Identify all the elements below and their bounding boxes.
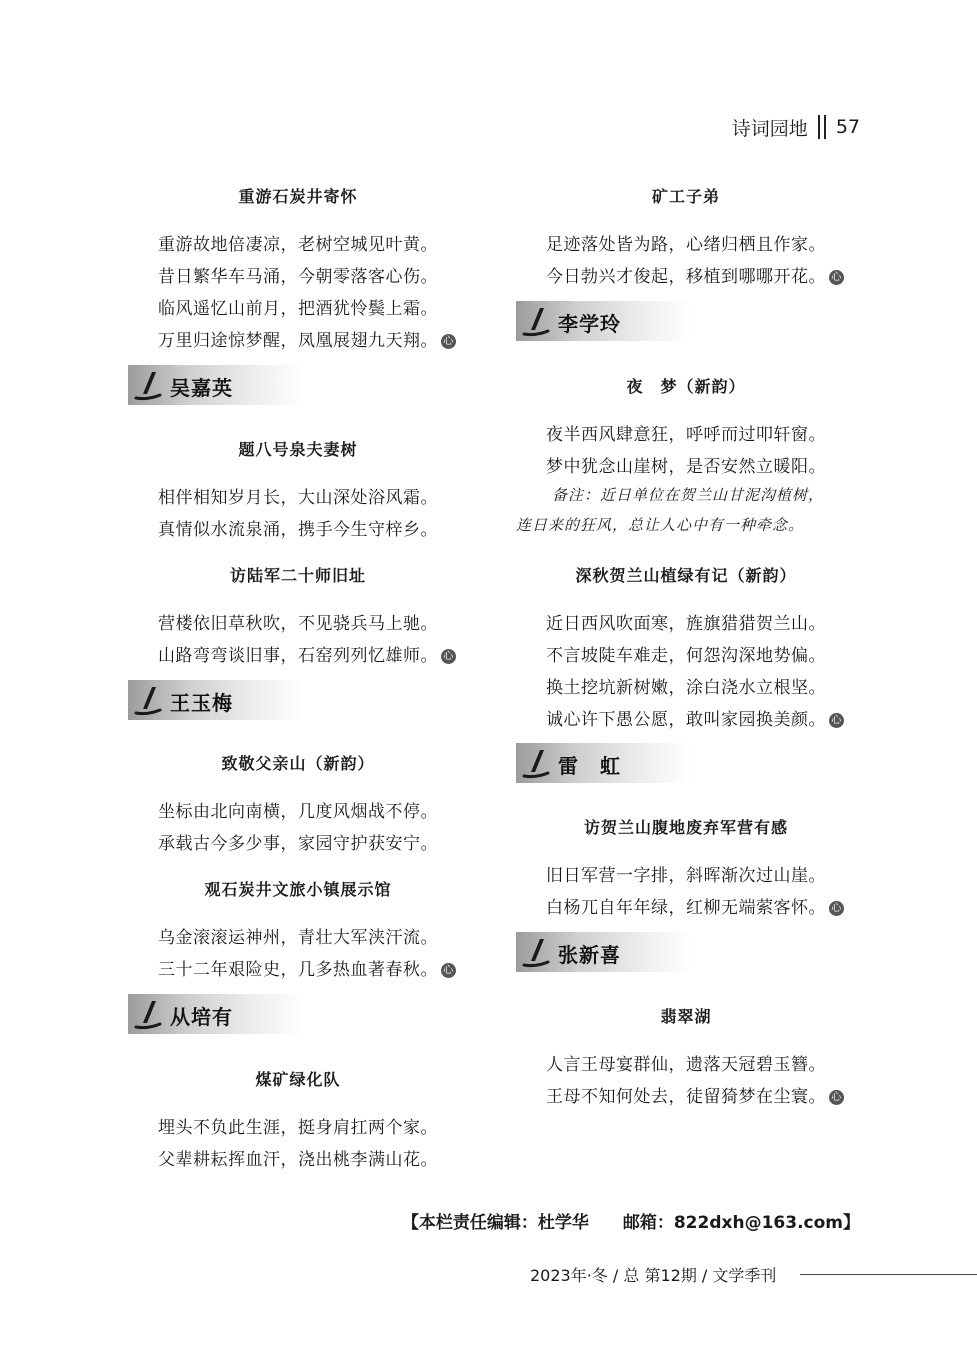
author-banner bbox=[128, 680, 303, 720]
issue-info: 2023年·冬 / 总 第12期 / 文学季刊 bbox=[530, 1266, 777, 1285]
poem-title: 观石炭井文旅小镇展示馆 bbox=[204, 880, 392, 899]
author-banner bbox=[516, 301, 691, 341]
poem-line-text: 白杨兀自年年绿，红柳无端萦客怀。 bbox=[546, 898, 826, 918]
end-mark-icon: 心 bbox=[829, 1090, 844, 1105]
poem-note: 备注：近日单位在贺兰山甘泥沟植树， bbox=[552, 486, 825, 504]
poem-title: 题八号泉夫妻树 bbox=[238, 440, 358, 459]
poem-line: 换土挖坑新树嫩，涂白浇水立根坚。 bbox=[546, 678, 826, 698]
page-header bbox=[732, 113, 860, 141]
poem-line bbox=[158, 641, 456, 666]
end-mark-icon: 心 bbox=[441, 334, 456, 349]
poem-title: 访陆军二十师旧址 bbox=[229, 566, 366, 585]
poem-line: 夜半西风肆意狂，呼呼而过叩轩窗。 bbox=[546, 425, 826, 445]
brush-icon bbox=[134, 370, 164, 402]
end-mark-icon: 心 bbox=[829, 270, 844, 285]
poem-line: 近日西风吹面寒，旌旗猎猎贺兰山。 bbox=[546, 614, 826, 634]
poem-title: 翡翠湖 bbox=[660, 1007, 712, 1026]
poem-line-text: 王母不知何处去，徒留猗梦在尘寰。 bbox=[546, 1087, 826, 1107]
author-banner bbox=[516, 932, 691, 972]
author-banner bbox=[128, 365, 303, 405]
poem-line-text: 诚心许下愚公愿，敢叫家园换美颜。 bbox=[546, 710, 826, 730]
brush-icon bbox=[134, 999, 164, 1031]
poem-line: 梦中犹念山崖树，是否安然立暖阳。 bbox=[546, 457, 826, 477]
poem-line: 临风遥忆山前月，把酒犹怜鬓上霜。 bbox=[158, 299, 438, 319]
poem-line-text: 今日勃兴才俊起，移植到哪哪开花。 bbox=[546, 267, 826, 287]
poem-title: 煤矿绿化队 bbox=[255, 1070, 341, 1089]
poem-line: 相伴相知岁月长，大山深处浴风霜。 bbox=[158, 488, 438, 508]
poem-line bbox=[546, 893, 844, 918]
poem-line: 乌金滚滚运神州，青壮大军浃汗流。 bbox=[158, 928, 438, 948]
author-banner bbox=[128, 994, 303, 1034]
poem-line bbox=[158, 955, 456, 980]
poem-line: 不言坡陡车难走，何怨沟深地势偏。 bbox=[546, 646, 826, 666]
poem-title: 矿工子弟 bbox=[651, 187, 720, 206]
brush-icon bbox=[522, 937, 552, 969]
page-number: 57 bbox=[835, 116, 860, 138]
brush-icon bbox=[134, 685, 164, 717]
poem-line bbox=[158, 326, 456, 351]
poem-line: 埋头不负此生涯，挺身肩扛两个家。 bbox=[158, 1118, 438, 1138]
poem-title: 深秋贺兰山植绿有记（新韵） bbox=[575, 566, 797, 585]
header-divider bbox=[818, 115, 826, 139]
poem-line bbox=[546, 705, 844, 730]
poem-line: 营楼依旧草秋吹，不见骁兵马上驰。 bbox=[158, 614, 438, 634]
poem-line: 坐标由北向南横，几度风烟战不停。 bbox=[158, 802, 438, 822]
poem-note: 连日来的狂风，总让人心中有一种牵念。 bbox=[516, 516, 805, 534]
poem-line: 旧日军营一字排，斜晖渐次过山崖。 bbox=[546, 866, 826, 886]
poem-title: 致敬父亲山（新韵） bbox=[221, 754, 375, 773]
poem-line: 真情似水流泉涌，携手今生守梓乡。 bbox=[158, 520, 438, 540]
author-name: 张新喜 bbox=[558, 943, 621, 967]
author-name: 李学玲 bbox=[558, 312, 621, 336]
poem-line-text: 三十二年艰险史，几多热血著春秋。 bbox=[158, 960, 438, 980]
end-mark-icon: 心 bbox=[829, 713, 844, 728]
footer-rule bbox=[800, 1274, 977, 1275]
author-banner bbox=[516, 743, 691, 783]
author-name: 从培有 bbox=[170, 1005, 233, 1029]
poem-title: 访贺兰山腹地废弃军营有感 bbox=[583, 818, 788, 837]
end-mark-icon: 心 bbox=[441, 963, 456, 978]
poem-line: 人言王母宴群仙，遗落天冠碧玉簪。 bbox=[546, 1055, 826, 1075]
author-name: 吴嘉英 bbox=[170, 376, 233, 400]
poem-line: 承载古今多少事，家园守护获安宁。 bbox=[158, 834, 438, 854]
poem-line: 重游故地倍凄凉，老树空城见叶黄。 bbox=[158, 235, 438, 255]
section-title: 诗词园地 bbox=[731, 117, 808, 140]
poem-line-text: 山路弯弯谈旧事，石窑列列忆雄师。 bbox=[158, 646, 438, 666]
author-name: 王玉梅 bbox=[170, 691, 233, 715]
author-name: 雷 虹 bbox=[558, 754, 621, 778]
poem-line: 足迹落处皆为路，心绪归栖且作家。 bbox=[546, 235, 826, 255]
poem-line-text: 万里归途惊梦醒，凤凰展翅九天翔。 bbox=[158, 331, 438, 351]
end-mark-icon: 心 bbox=[829, 901, 844, 916]
poem-line: 父辈耕耘挥血汗，浇出桃李满山花。 bbox=[158, 1150, 438, 1170]
poem-title: 夜 梦（新韵） bbox=[626, 377, 746, 396]
end-mark-icon: 心 bbox=[441, 649, 456, 664]
poem-line bbox=[546, 1082, 844, 1107]
poem-line: 昔日繁华车马涌，今朝零落客心伤。 bbox=[158, 267, 438, 287]
column-editor-credit: 【本栏责任编辑：杜学华 邮箱：822dxh@163.com】 bbox=[401, 1213, 860, 1233]
poem-line bbox=[546, 262, 844, 287]
brush-icon bbox=[522, 306, 552, 338]
poem-title: 重游石炭井寄怀 bbox=[238, 187, 358, 206]
brush-icon bbox=[522, 748, 552, 780]
